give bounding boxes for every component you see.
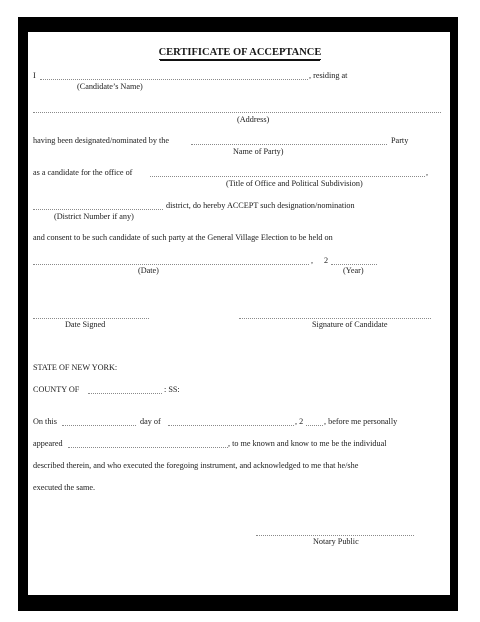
candidate-name-field[interactable] [40, 79, 308, 80]
election-date-field[interactable] [33, 264, 309, 265]
county-prefix: COUNTY OF [33, 385, 80, 394]
signature-caption: Signature of Candidate [312, 320, 388, 329]
date-signed-caption: Date Signed [65, 320, 106, 329]
before-me-text: , before me personally [324, 417, 398, 426]
notary-day-field[interactable] [62, 425, 136, 426]
described-text: described therein, and who executed the foregoing instrument, and acknowledged to me that he/she [33, 461, 359, 470]
year-caption: (Year) [343, 266, 364, 275]
year-field[interactable] [331, 264, 377, 265]
appeared-text: appeared [33, 439, 63, 448]
candidate-signature-field[interactable] [239, 318, 431, 319]
date-comma: , [311, 256, 314, 265]
district-caption: (District Number if any) [54, 212, 134, 221]
address-field[interactable] [33, 112, 441, 113]
address-caption: (Address) [237, 115, 270, 124]
accept-text: district, do hereby ACCEPT such designation/nomination [166, 201, 355, 210]
county-ss: : SS: [164, 385, 180, 394]
office-field[interactable] [150, 176, 425, 177]
notary-caption: Notary Public [313, 537, 359, 546]
state-text: STATE OF NEW YORK: [33, 363, 118, 372]
party-field[interactable] [191, 144, 387, 145]
office-text: as a candidate for the office of [33, 168, 133, 177]
consent-text: and consent to be such candidate of such party at the General Village Election to be held on [33, 233, 333, 242]
office-comma: , [426, 168, 429, 177]
party-text: Party [391, 136, 409, 145]
appeared-name-field[interactable] [68, 447, 228, 448]
notary-year-prefix: , 2 [295, 417, 304, 426]
notary-month-field[interactable] [168, 425, 294, 426]
executed-text: executed the same. [33, 483, 96, 492]
known-text: , to me known and know to me be the individual [228, 439, 387, 448]
designated-text: having been designated/nominated by the [33, 136, 169, 145]
county-field[interactable] [88, 393, 162, 394]
notary-signature-field[interactable] [256, 535, 414, 536]
date-signed-field[interactable] [33, 318, 149, 319]
party-caption: Name of Party) [233, 147, 284, 156]
notary-year-field[interactable] [306, 425, 323, 426]
candidate-prefix: I [33, 71, 36, 80]
on-this-text: On this [33, 417, 57, 426]
date-caption: (Date) [138, 266, 159, 275]
day-of-text: day of [140, 417, 161, 426]
document-title [0, 47, 480, 59]
candidate-name-caption: (Candidate’s Name) [77, 82, 143, 91]
year-prefix: 2 [324, 256, 329, 265]
office-caption: (Title of Office and Political Subdivision) [226, 179, 363, 188]
title-text: CERTIFICATE OF ACCEPTANCE [158, 47, 322, 58]
district-field[interactable] [33, 209, 163, 210]
residing-at-text: , residing at [309, 71, 348, 80]
